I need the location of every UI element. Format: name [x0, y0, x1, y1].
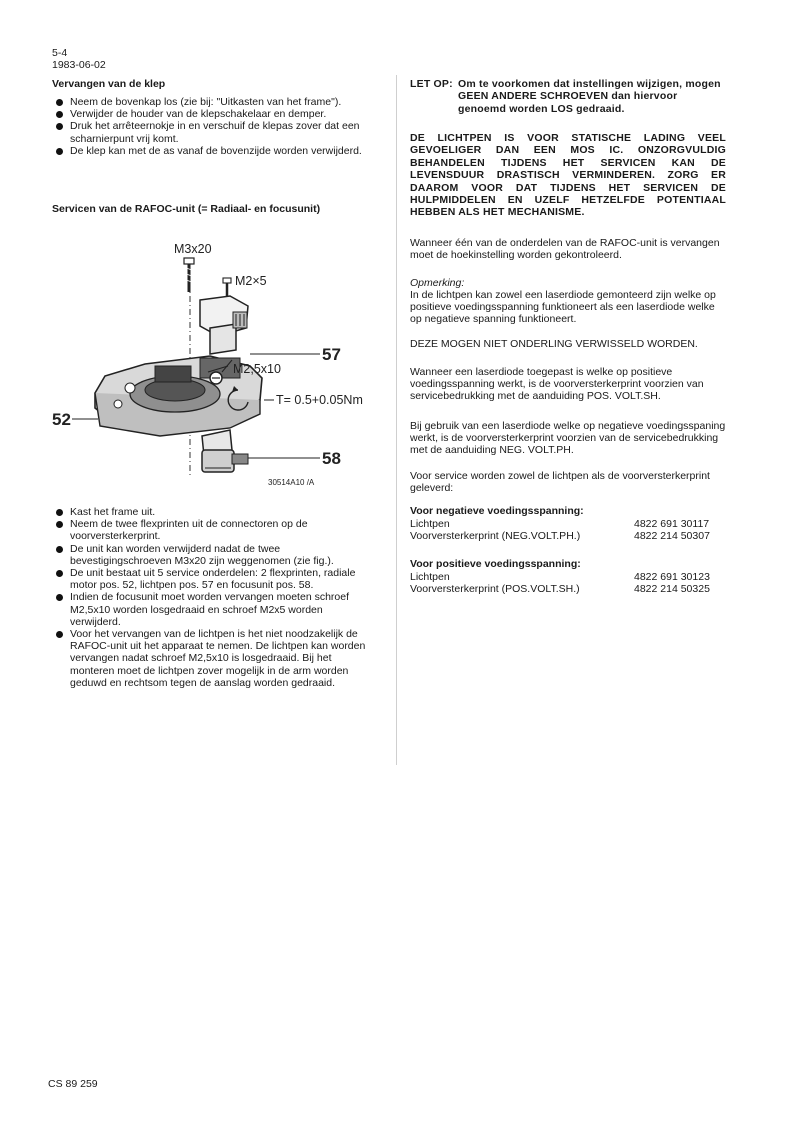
figure-code: 30514A10 /A — [268, 478, 315, 487]
list-item: Neem de twee flexprinten uit de connectoren op de voorversterkerprint. — [54, 518, 366, 542]
part-name: Lichtpen — [410, 571, 450, 583]
doc-code: CS 89 259 — [48, 1078, 98, 1090]
neg-title: Voor negatieve voedingsspanning: — [410, 505, 584, 517]
screw-m3x20-icon — [184, 258, 194, 292]
part-code: 4822 691 30117 — [634, 518, 710, 530]
page-number: 5-4 — [52, 47, 68, 59]
screw-m2x5-icon — [223, 278, 231, 296]
table-row — [410, 583, 726, 595]
label-pos58: 58 — [322, 449, 341, 468]
list-item: Voor het vervangen van de lichtpen is het niet noodzakelijk de RAFOC-unit uit het apparaat te nemen. De lichtpen kan worden vervangen nadat schroef M2,5x10 is losgedraaid. Bij het monteren moet de lichtpen zover mogelijk in de arm worden geduwd en rechtsom tegen de aanslag worden gedraaid. — [54, 628, 366, 689]
list-item: Verwijder de houder van de klepschakelaar en demper. — [54, 108, 372, 120]
remark-text-3: Wanneer een laserdiode toegepast is welke op positieve voedingsspanning werkt, is de voorversterkerprint voorzien van servicebedrukking met de aanduiding POS. VOLT.SH. — [410, 366, 704, 403]
part-code: 4822 214 50307 — [634, 530, 710, 542]
list-item: Druk het arrêteernokje in en verschuif de klepas zover dat een scharnierpunt vrij komt. — [54, 120, 372, 144]
list-item: Neem de bovenkap los (zie bij: "Uitkasten van het frame"). — [54, 96, 372, 108]
table-row — [410, 530, 726, 542]
light-pen-icon — [200, 296, 248, 354]
label-m3x20: M3x20 — [174, 242, 212, 256]
note-text: Om te voorkomen dat instellingen wijzigen, mogen GEEN ANDERE SCHROEVEN dan hiervoor genoemd worden LOS gedraaid. — [458, 78, 721, 115]
label-m2x5: M2×5 — [235, 274, 267, 288]
neg-parts-table — [410, 518, 726, 542]
pos-title: Voor positieve voedingsspanning: — [410, 558, 581, 570]
focus-unit-icon — [202, 430, 248, 472]
list-item: Indien de focusunit moet worden vervangen moeten schroef M2,5x10 worden losgedraaid en schroef M2x5 worden verwijderd. — [54, 591, 366, 628]
table-row — [410, 518, 726, 530]
pos-parts-table — [410, 571, 726, 595]
list-item: Kast het frame uit. — [54, 506, 366, 518]
note-label: LET OP: — [410, 78, 453, 90]
doc-date: 1983-06-02 — [52, 59, 106, 71]
part-name: Voorversterkerprint (NEG.VOLT.PH.) — [410, 530, 581, 542]
list-item: De unit bestaat uit 5 service onderdelen: 2 flexprinten, radiale motor pos. 52, lichtpen pos. 57 en focusunit pos. 58. — [54, 567, 366, 591]
note-block — [410, 78, 726, 115]
rafoc-unit-figure — [50, 228, 380, 498]
label-m25x10: M2,5x10 — [233, 362, 281, 376]
part-name: Voorversterkerprint (POS.VOLT.SH.) — [410, 583, 580, 595]
remark-text-4: Bij gebruik van een laserdiode welke op negatieve voedingsspaning werkt, is de voorversterkerprint voorzien van de servicebedrukking met de aanduiding NEG. VOLT.PH. — [410, 420, 726, 457]
part-code: 4822 691 30123 — [634, 571, 710, 583]
remark-text-2: DEZE MOGEN NIET ONDERLING VERWISSELD WORDEN. — [410, 338, 698, 350]
section2-list — [54, 506, 366, 689]
remark-text-1: In de lichtpen kan zowel een laserdiode gemonteerd zijn welke op positieve voedingsspanning funktioneert als een laserdiode welke op negatieve spanning funktioneert. — [410, 289, 716, 326]
static-warning: DE LICHTPEN IS VOOR STATISCHE LADING VEEL GEVOELIGER DAN EEN MOS IC. ONZORGVULDIG BEHANDELEN TIJDENS HET SERVICEN KAN DE LEVENSDUUR DRASTISCH VERMINDEREN. ZORG ER DAAROM VOOR DAT TIJDENS HET SERVICEN DE HULPMIDDELEN EN UZELF HETZELFDE POTENTIAAL HEBBEN ALS HET MECHANISME. — [410, 132, 726, 219]
section1-title: Vervangen van de klep — [52, 78, 166, 90]
part-code: 4822 214 50325 — [634, 583, 710, 595]
list-item: De unit kan worden verwijderd nadat de twee bevestigingschroeven M3x20 zijn weggenomen (zie fig.). — [54, 543, 366, 567]
label-torque: T= 0.5+0.05Nm — [276, 393, 363, 407]
label-pos57: 57 — [322, 345, 341, 364]
remark-text-5: Voor service worden zowel de lichtpen als de voorversterkerprint geleverd: — [410, 470, 710, 495]
column-divider — [396, 75, 397, 765]
list-item: De klep kan met de as vanaf de bovenzijde worden verwijderd. — [54, 145, 372, 157]
section2-title: Servicen van de RAFOC-unit (= Radiaal- en focusunit) — [52, 203, 321, 215]
part-name: Lichtpen — [410, 518, 450, 530]
table-row — [410, 571, 726, 583]
paragraph-angle: Wanneer één van de onderdelen van de RAFOC-unit is vervangen moet de hoekinstelling worden gekontroleerd. — [410, 237, 720, 262]
remark-title: Opmerking: — [410, 277, 465, 289]
label-pos52: 52 — [52, 410, 71, 429]
section1-list — [54, 96, 372, 157]
